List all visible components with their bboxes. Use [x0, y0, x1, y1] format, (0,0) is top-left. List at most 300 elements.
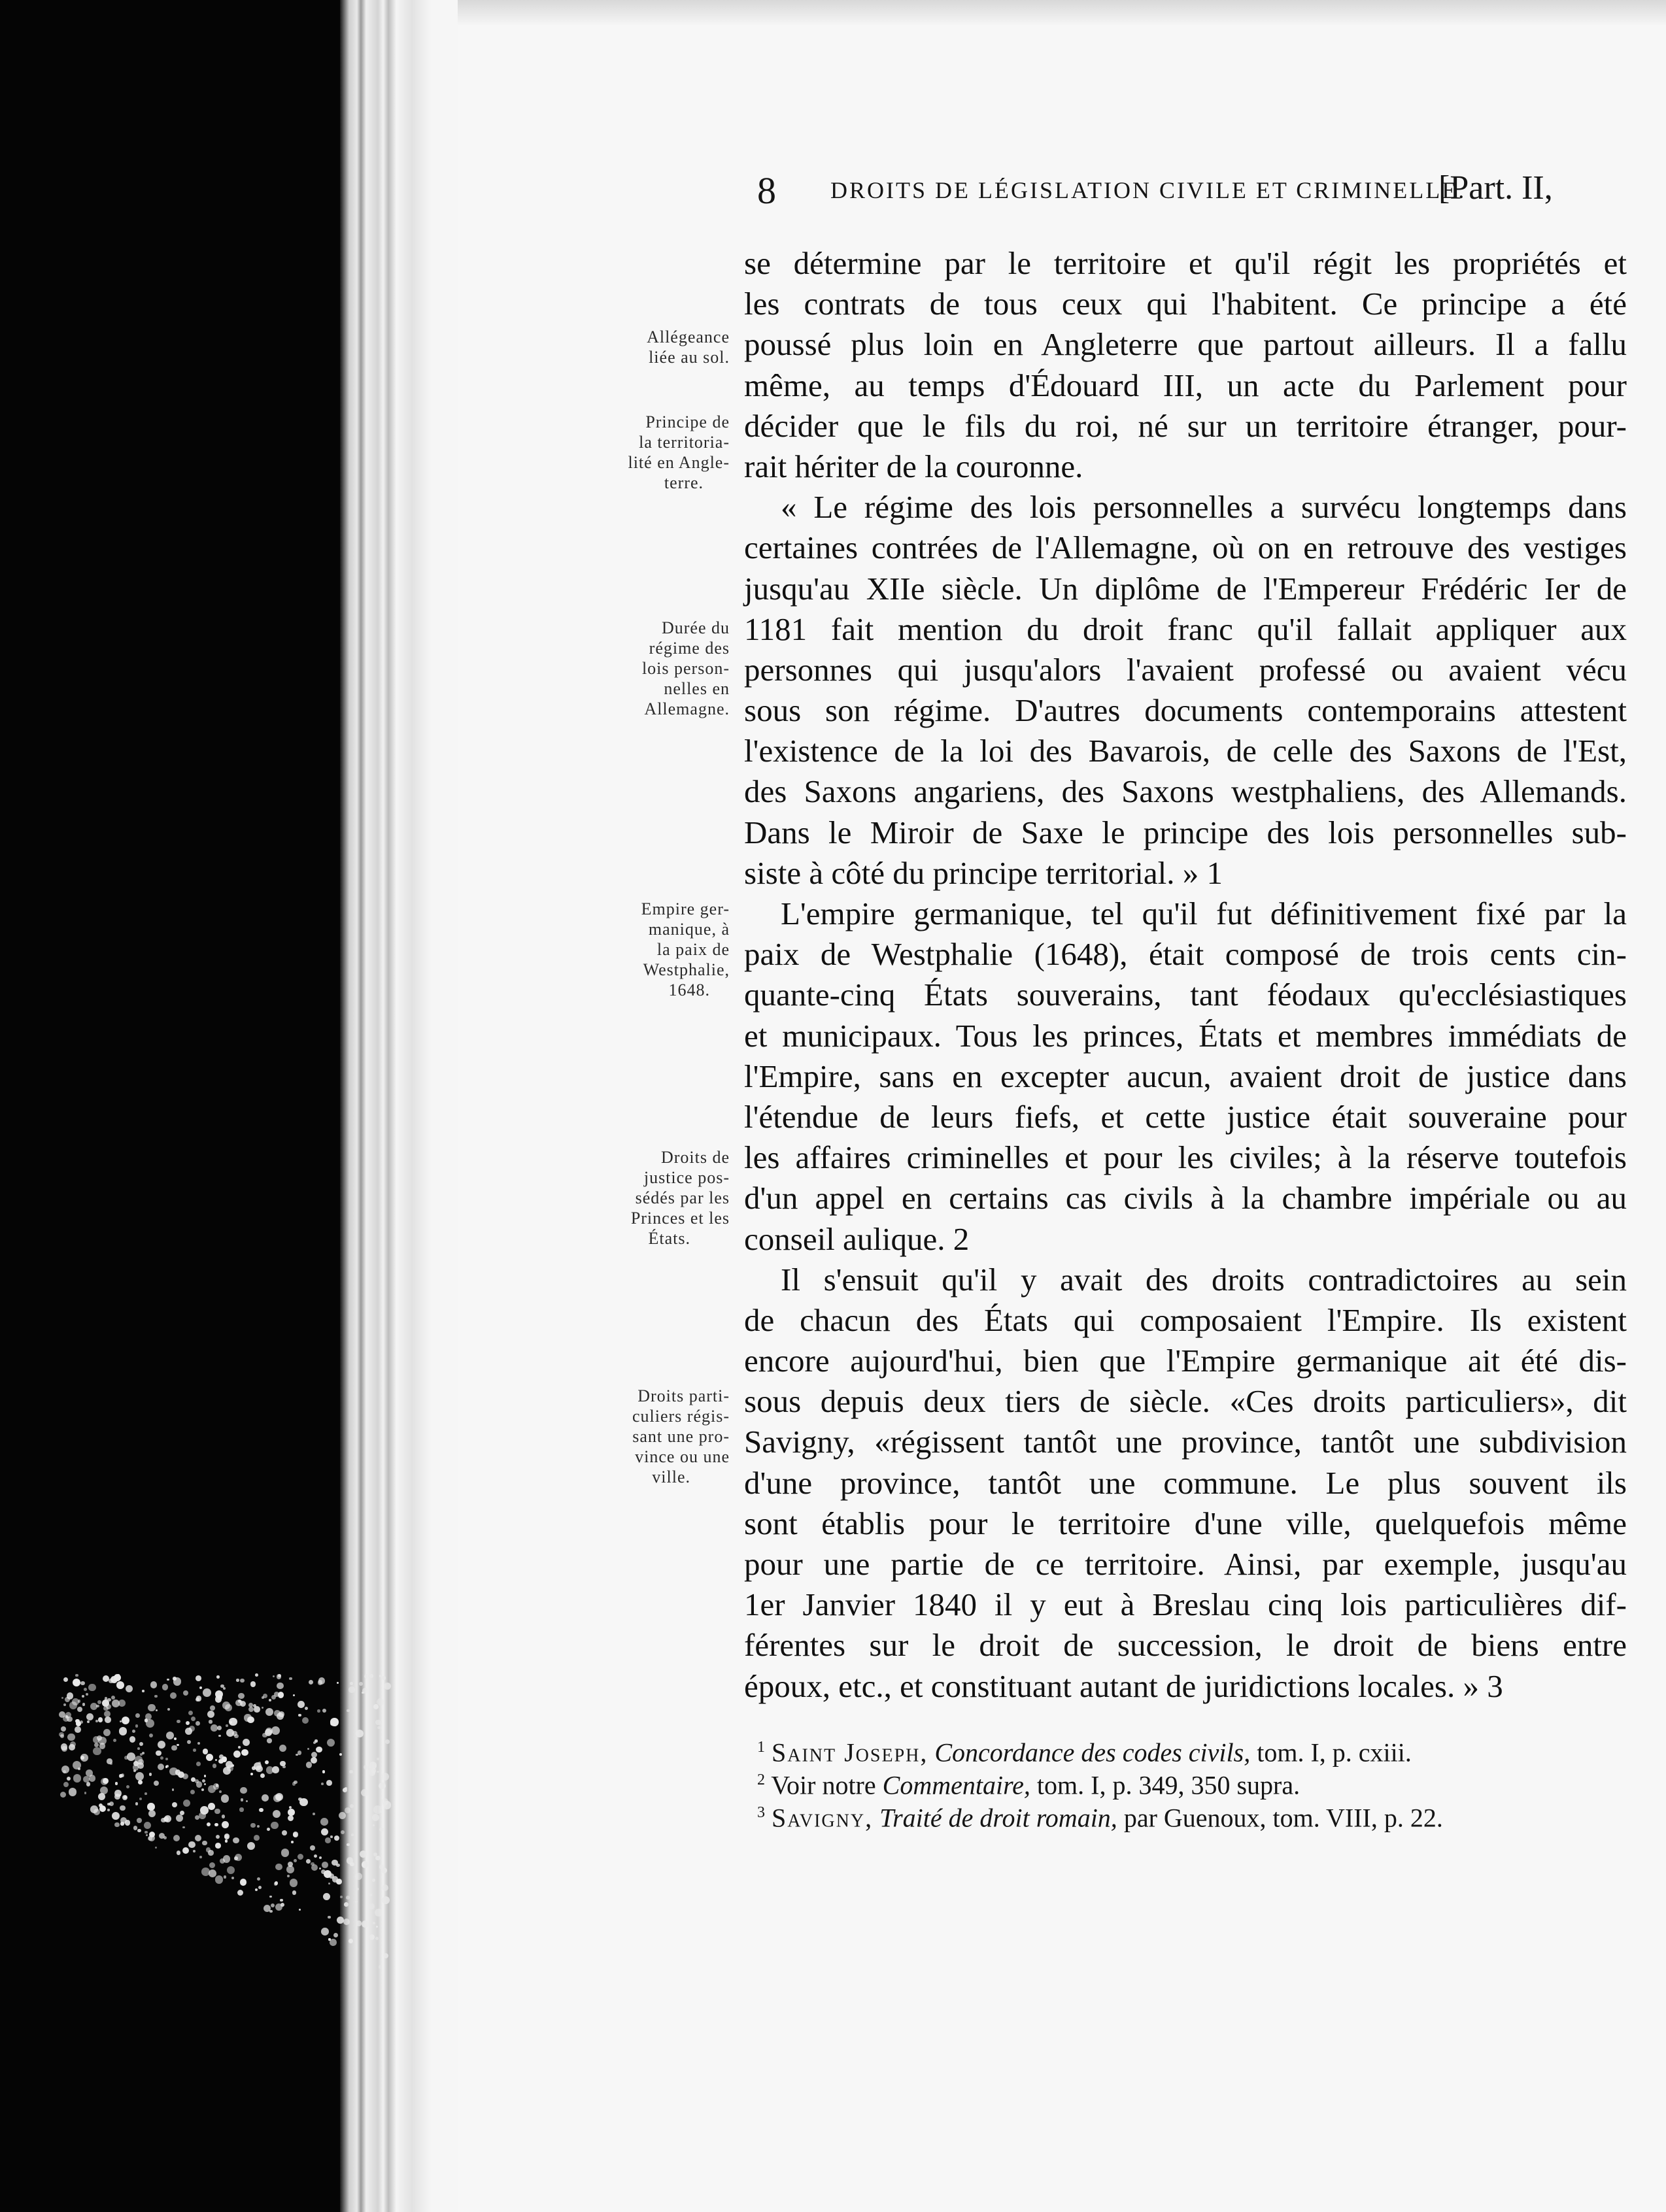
paper-speck: [72, 1698, 79, 1705]
paper-speck: [98, 1793, 105, 1800]
paper-speck: [323, 1893, 330, 1900]
body-line: l'Empire, sans en excepter aucun, avaient droit de justice dans: [744, 1058, 1627, 1094]
paper-speck: [279, 1745, 286, 1752]
paper-speck: [75, 1674, 78, 1677]
footnotes: [752, 1731, 1615, 1833]
paper-speck: [234, 1856, 238, 1860]
paper-speck: [320, 1818, 328, 1826]
paper-speck: [196, 1698, 199, 1701]
paper-speck: [291, 1841, 294, 1843]
paper-speck: [361, 1789, 368, 1796]
footnote-mark: 1: [757, 1739, 765, 1756]
margin-note-line: Princes et les: [630, 1209, 730, 1228]
paper-speck: [206, 1754, 213, 1761]
paper-speck: [313, 1741, 316, 1744]
paper-speck: [381, 1773, 389, 1781]
paper-speck: [356, 1730, 364, 1737]
paper-speck: [351, 1834, 354, 1836]
paper-speck: [203, 1749, 208, 1754]
paper-speck: [287, 1875, 290, 1877]
paper-speck: [110, 1762, 112, 1765]
paper-speck: [313, 1813, 315, 1815]
paper-speck: [216, 1835, 220, 1839]
paper-speck: [262, 1707, 264, 1709]
paper-speck: [221, 1794, 230, 1803]
paper-speck: [375, 1720, 381, 1726]
paper-speck: [280, 1899, 283, 1902]
paper-speck: [247, 1842, 255, 1850]
body-line: les contrats de tous ceux qui l'habitent. Ce principe a été: [744, 286, 1627, 322]
paper-speck: [362, 1920, 368, 1927]
paper-speck: [73, 1774, 82, 1783]
paper-speck: [322, 1709, 327, 1713]
margin-note-line: Allégeance: [647, 327, 730, 346]
paper-speck: [67, 1777, 71, 1781]
paper-speck: [277, 1683, 283, 1689]
paper-speck: [267, 1828, 270, 1831]
paper-speck: [219, 1790, 222, 1793]
paper-speck: [318, 1677, 326, 1684]
paper-speck: [170, 1692, 177, 1699]
paper-speck: [375, 1856, 381, 1861]
paper-speck: [112, 1700, 120, 1707]
margin-note-empire: [592, 899, 730, 1000]
paper-speck: [82, 1703, 86, 1706]
paper-speck: [118, 1674, 120, 1676]
paper-speck: [240, 1679, 244, 1683]
paper-speck: [73, 1679, 80, 1686]
paper-speck: [115, 1782, 118, 1785]
paper-speck: [148, 1835, 155, 1841]
paper-speck: [327, 1739, 335, 1747]
margin-note-line: lité en Angle-: [628, 453, 730, 472]
paper-speck: [379, 1864, 384, 1869]
paper-speck: [265, 1708, 273, 1716]
margin-note-line: Durée du: [661, 618, 730, 637]
paper-speck: [262, 1794, 269, 1801]
paper-speck: [240, 1787, 247, 1794]
paper-speck: [203, 1688, 211, 1697]
paper-speck: [224, 1875, 227, 1879]
paper-speck: [201, 1788, 204, 1791]
paper-speck: [195, 1779, 198, 1783]
paper-speck: [250, 1823, 256, 1828]
body-line: férentes sur le droit de succession, le droit de biens entre: [744, 1627, 1627, 1664]
paper-speck: [187, 1740, 191, 1744]
paper-speck: [233, 1751, 241, 1758]
paper-speck: [155, 1847, 157, 1849]
paper-speck: [196, 1675, 201, 1681]
paper-speck: [167, 1708, 170, 1711]
paper-speck: [216, 1675, 220, 1679]
paper-speck: [86, 1769, 93, 1777]
paper-speck: [223, 1687, 226, 1690]
paper-speck: [183, 1800, 190, 1807]
paper-speck: [162, 1684, 169, 1690]
paper-speck: [210, 1705, 215, 1711]
body-line: 1er Janvier 1840 il y eut à Breslau cinq lois particulières dif-: [744, 1586, 1627, 1623]
paper-speck: [191, 1777, 196, 1782]
paper-speck: [288, 1815, 294, 1821]
paper-speck: [196, 1762, 201, 1766]
paper-speck: [182, 1826, 185, 1829]
paper-speck: [164, 1815, 171, 1822]
paper-speck: [75, 1719, 79, 1723]
part-label: [Part. II,: [1438, 169, 1553, 207]
paper-speck: [107, 1809, 110, 1811]
paper-speck: [345, 1807, 350, 1813]
paper-speck: [165, 1758, 168, 1760]
paper-speck: [339, 1753, 342, 1756]
paper-speck: [197, 1742, 200, 1745]
paper-speck: [369, 1894, 372, 1896]
paper-speck: [139, 1742, 143, 1746]
paper-speck: [328, 1883, 330, 1885]
paper-speck: [375, 1937, 379, 1940]
margin-note-line: terre.: [664, 473, 704, 492]
margin-note-justice: [592, 1147, 730, 1248]
paper-speck: [344, 1902, 348, 1907]
paper-speck: [347, 1843, 349, 1846]
paper-speck: [275, 1903, 282, 1911]
margin-note-line: Droits parti-: [638, 1386, 730, 1405]
paper-speck: [202, 1841, 207, 1846]
paper-speck: [317, 1709, 320, 1713]
body-line: siste à côté du principe territorial. » 1: [744, 854, 1223, 891]
paper-speck: [165, 1766, 168, 1768]
paper-speck: [377, 1698, 384, 1705]
paper-speck: [273, 1810, 280, 1818]
paper-speck: [348, 1686, 355, 1693]
paper-speck: [148, 1704, 155, 1711]
paper-speck: [337, 1682, 339, 1684]
paper-speck: [282, 1766, 285, 1768]
paper-speck: [80, 1681, 85, 1686]
paper-speck: [238, 1700, 241, 1703]
paper-speck: [250, 1681, 256, 1686]
paper-speck: [257, 1877, 260, 1881]
body-line: paix de Westphalie (1648), était composé de trois cents cin-: [744, 936, 1627, 973]
body-line: se détermine par le territoire et qu'il régit les propriétés et: [744, 245, 1627, 281]
paper-speck: [373, 1805, 382, 1814]
paper-speck: [158, 1741, 165, 1749]
paper-speck: [94, 1809, 100, 1815]
paper-speck: [140, 1753, 143, 1756]
paper-speck: [186, 1721, 190, 1725]
paper-speck: [369, 1903, 375, 1909]
paper-speck: [325, 1837, 330, 1843]
margin-note-line: Droits de: [660, 1148, 730, 1167]
paper-speck: [199, 1812, 206, 1819]
paper-speck: [163, 1836, 167, 1839]
paper-speck: [116, 1681, 124, 1689]
paper-speck: [309, 1680, 313, 1684]
paper-speck: [149, 1734, 153, 1737]
body-line: et municipaux. Tous les princes, États et membres immédiats de: [744, 1017, 1627, 1054]
paper-speck: [103, 1778, 109, 1784]
paper-speck: [137, 1829, 141, 1832]
paper-speck: [146, 1834, 148, 1836]
paper-speck: [341, 1830, 345, 1834]
paper-speck: [144, 1792, 147, 1795]
body-line: Il s'ensuit qu'il y avait des droits contradictoires au sein: [781, 1261, 1627, 1298]
paper-speck: [80, 1756, 84, 1760]
paper-speck: [376, 1926, 378, 1928]
paper-speck: [382, 1885, 388, 1891]
body-line: des Saxons angariens, des Saxons westphaliens, des Allemands.: [744, 773, 1627, 810]
paper-speck: [289, 1677, 292, 1680]
paper-speck: [148, 1810, 156, 1817]
paper-speck: [106, 1704, 111, 1709]
paper-speck: [126, 1785, 129, 1788]
paper-speck: [226, 1724, 228, 1726]
footnote-author: Voir notre: [771, 1770, 876, 1800]
paper-speck: [316, 1747, 322, 1753]
paper-speck: [96, 1705, 99, 1707]
paper-speck: [63, 1782, 69, 1787]
body-line: « Le régime des lois personnelles a survécu longtemps dans: [781, 489, 1627, 526]
paper-speck: [339, 1812, 346, 1819]
paper-speck: [97, 1700, 101, 1704]
paper-speck: [294, 1859, 298, 1863]
paper-speck: [98, 1717, 103, 1722]
paper-speck: [86, 1693, 88, 1696]
paper-speck: [267, 1738, 271, 1743]
paper-speck: [382, 1896, 390, 1904]
page-shadow: [458, 0, 1666, 26]
paper-speck: [377, 1758, 379, 1760]
paper-speck: [61, 1697, 63, 1699]
paper-speck: [350, 1682, 354, 1686]
paper-speck: [60, 1734, 64, 1738]
page-number: 8: [757, 169, 776, 212]
body-line: décider que le fils du roi, né sur un territoire étranger, pour-: [744, 407, 1627, 444]
paper-speck: [149, 1773, 152, 1775]
paper-speck: [220, 1858, 225, 1864]
paper-speck: [207, 1822, 211, 1826]
paper-speck: [137, 1818, 142, 1823]
paper-speck: [171, 1745, 177, 1751]
paper-speck: [349, 1770, 352, 1773]
paper-speck: [328, 1916, 330, 1919]
paper-speck: [298, 1714, 301, 1717]
paper-speck: [202, 1779, 205, 1783]
paper-speck: [135, 1713, 140, 1718]
paper-speck: [119, 1794, 121, 1796]
paper-speck: [345, 1787, 347, 1790]
paper-speck: [265, 1760, 269, 1764]
margin-note-line: la territoria-: [639, 433, 730, 452]
paper-speck: [273, 1675, 275, 1677]
paper-speck: [199, 1856, 203, 1859]
paper-speck: [332, 1876, 339, 1883]
paper-speck: [224, 1835, 228, 1839]
paper-speck: [173, 1677, 182, 1686]
paper-speck: [243, 1739, 250, 1746]
paper-speck: [105, 1717, 110, 1722]
margin-note-droits-particuliers: [592, 1386, 730, 1487]
paper-speck: [233, 1837, 239, 1844]
paper-speck: [209, 1862, 216, 1869]
paper-speck: [154, 1695, 157, 1698]
paper-speck: [321, 1828, 328, 1835]
paper-speck: [229, 1718, 237, 1726]
paper-speck: [225, 1839, 228, 1842]
body-line: l'existence de la loi des Bavarois, de celle des Saxons de l'Est,: [744, 733, 1627, 769]
paper-speck: [276, 1794, 282, 1800]
body-line: sous son régime. D'autres documents contemporains attestent: [744, 692, 1627, 729]
paper-speck: [299, 1909, 301, 1911]
paper-speck: [174, 1737, 177, 1740]
footnote-1: [752, 1731, 1615, 1768]
paper-speck: [271, 1822, 278, 1829]
body-text: [744, 243, 1627, 1707]
paper-speck: [195, 1815, 199, 1820]
margin-note-line: Empire ger-: [641, 899, 730, 918]
paper-speck: [377, 1726, 380, 1729]
paper-speck: [247, 1717, 254, 1723]
body-line: d'une province, tantôt une commune. Le plus souvent ils: [744, 1464, 1627, 1501]
paper-speck: [347, 1709, 349, 1712]
paper-speck: [113, 1739, 116, 1742]
paper-speck: [215, 1696, 222, 1702]
body-line: sous depuis deux tiers de siècle. «Ces droits particuliers», dit: [744, 1383, 1627, 1420]
paper-speck: [269, 1896, 272, 1898]
paper-speck: [248, 1703, 253, 1707]
body-line: d'un appel en certains cas civils à la chambre impériale ou au: [744, 1180, 1627, 1216]
margin-note-territorialite: [592, 412, 730, 493]
paper-speck: [133, 1826, 138, 1830]
paper-speck: [126, 1685, 133, 1692]
paper-speck: [154, 1781, 159, 1786]
paper-speck: [356, 1888, 359, 1890]
paper-speck: [321, 1928, 329, 1936]
paper-speck: [177, 1744, 179, 1747]
paper-speck: [385, 1739, 390, 1744]
paper-speck: [63, 1703, 66, 1706]
body-line: quante-cinq États souverains, tant féodaux qu'ecclésiastiques: [744, 977, 1627, 1013]
paper-speck: [330, 1939, 337, 1946]
paper-speck: [355, 1901, 358, 1903]
paper-speck: [241, 1749, 248, 1756]
footnote-rest: par Guenoux, tom. VIII, p. 22.: [1123, 1803, 1443, 1833]
paper-speck: [319, 1856, 322, 1859]
footnote-author: Saint Joseph,: [772, 1737, 928, 1768]
paper-speck: [185, 1728, 192, 1735]
paper-speck: [288, 1809, 295, 1816]
paper-speck: [368, 1767, 372, 1771]
margin-note-line: justice pos-: [643, 1168, 730, 1187]
paper-speck: [212, 1764, 217, 1768]
paper-speck: [211, 1724, 218, 1732]
paper-speck: [156, 1751, 161, 1756]
paper-speck: [239, 1807, 243, 1811]
paper-speck: [86, 1782, 91, 1786]
paper-speck: [231, 1877, 234, 1879]
margin-note-line: lois person-: [641, 659, 730, 678]
paper-speck: [122, 1717, 129, 1724]
body-line: époux, etc., et constituant autant de juridictions locales. » 3: [744, 1667, 1503, 1704]
paper-speck: [183, 1690, 188, 1696]
paper-speck: [382, 1676, 386, 1680]
footnote-title: Traité de droit romain,: [879, 1803, 1117, 1833]
margin-note-line: liée au sol.: [649, 348, 730, 367]
paper-speck: [166, 1732, 174, 1739]
paper-speck: [217, 1726, 222, 1730]
paper-speck: [199, 1686, 202, 1689]
paper-speck: [246, 1800, 248, 1802]
footnote-3: [752, 1796, 1615, 1833]
paper-speck: [334, 1835, 339, 1841]
footnote-mark: 2: [757, 1771, 765, 1788]
paper-speck: [129, 1736, 136, 1743]
paper-speck: [177, 1720, 180, 1723]
paper-speck: [114, 1822, 119, 1827]
body-line: certaines contrées de l'Allemagne, où on en retrouve des vestiges: [744, 529, 1627, 566]
paper-speck: [77, 1707, 82, 1712]
margin-note-line: Principe de: [645, 412, 730, 431]
paper-speck: [379, 1965, 382, 1969]
paper-speck: [84, 1792, 87, 1794]
paper-speck: [260, 1773, 265, 1779]
paper-speck: [369, 1934, 375, 1940]
body-line: encore aujourd'hui, bien que l'Empire germanique ait été dis-: [744, 1343, 1627, 1379]
paper-speck: [135, 1772, 144, 1781]
paper-speck: [172, 1802, 178, 1808]
body-line: jusqu'au XIIe siècle. Un diplôme de l'Empereur Frédéric Ier de: [744, 570, 1627, 607]
paper-speck: [99, 1803, 103, 1807]
paper-speck: [70, 1741, 76, 1747]
paper-speck: [188, 1841, 195, 1848]
paper-speck: [258, 1886, 262, 1889]
paper-speck: [275, 1864, 282, 1871]
paper-speck: [330, 1835, 332, 1837]
paper-speck: [359, 1682, 363, 1686]
paper-speck: [214, 1823, 218, 1827]
paper-speck: [293, 1694, 296, 1697]
paper-speck: [292, 1890, 297, 1895]
paper-speck: [369, 1674, 373, 1678]
paper-speck: [218, 1735, 221, 1737]
paper-speck: [215, 1759, 217, 1761]
paper-speck: [60, 1792, 66, 1798]
paper-speck: [84, 1688, 87, 1691]
paper-speck: [135, 1724, 138, 1727]
paper-speck: [158, 1764, 164, 1770]
paper-speck: [322, 1770, 326, 1773]
margin-note-line: vince ou une: [635, 1447, 730, 1466]
paper-speck: [169, 1768, 177, 1775]
paper-speck: [105, 1697, 107, 1700]
body-line: poussé plus loin en Angleterre que partout ailleurs. Il a fallu: [744, 326, 1627, 363]
paper-speck: [350, 1804, 354, 1809]
body-line: 1181 fait mention du droit franc qu'il fallait appliquer aux: [744, 611, 1627, 647]
paper-speck: [215, 1843, 221, 1849]
paper-speck: [330, 1718, 338, 1726]
paper-speck: [362, 1688, 368, 1694]
paper-speck: [177, 1851, 181, 1855]
paper-speck: [346, 1896, 350, 1900]
running-title: DROITS DE LÉGISLATION CIVILE ET CRIMINELLE.: [830, 177, 1467, 203]
paper-speck: [103, 1729, 110, 1736]
paper-speck: [204, 1783, 206, 1785]
body-line: pour une partie de ce territoire. Ainsi, par exemple, jusqu'au: [744, 1546, 1627, 1582]
paper-speck: [377, 1771, 379, 1773]
body-line: conseil aulique. 2: [744, 1220, 970, 1257]
paper-speck: [180, 1811, 184, 1815]
paper-speck: [271, 1903, 275, 1907]
paper-speck: [206, 1847, 211, 1852]
